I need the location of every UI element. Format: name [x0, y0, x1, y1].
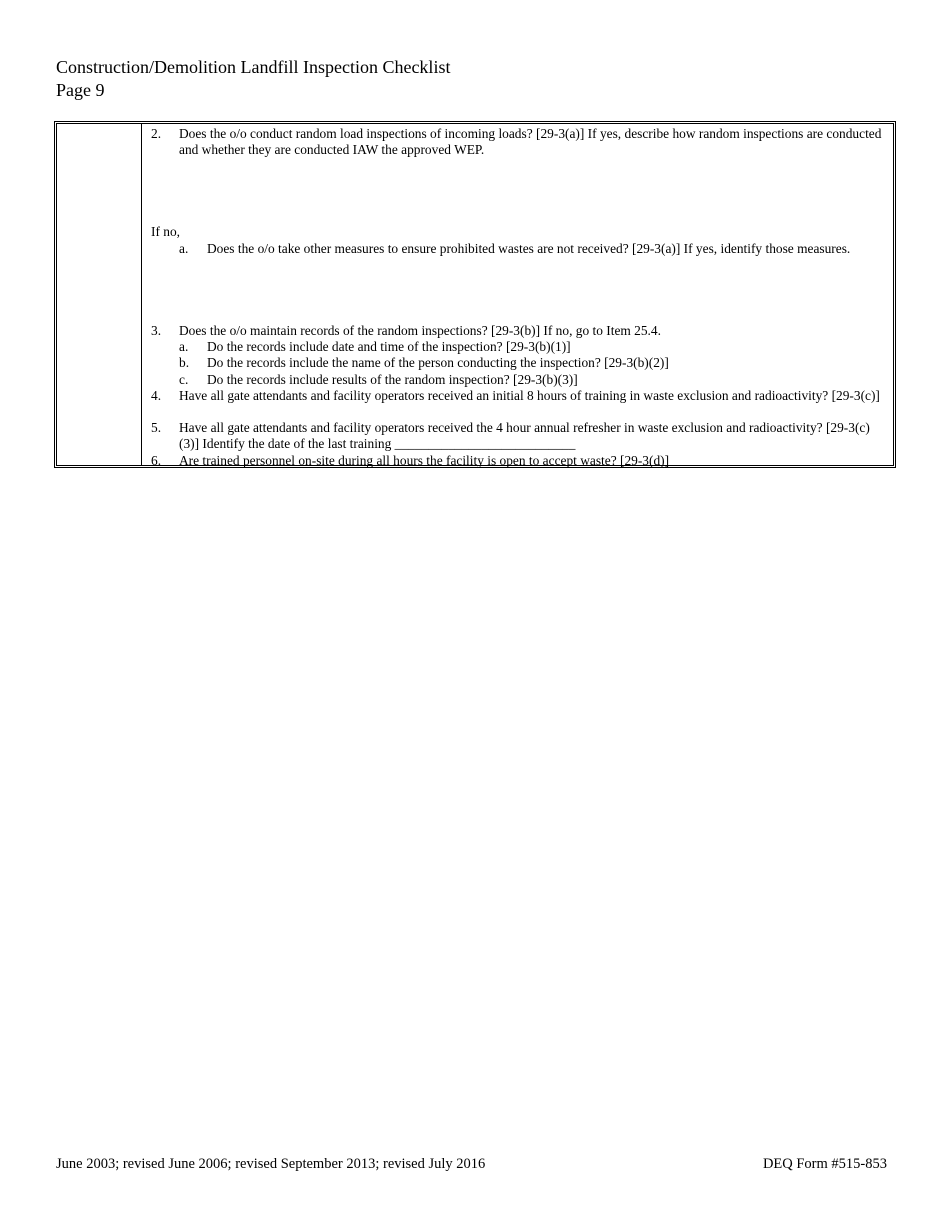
question-3 [151, 323, 885, 339]
question-number: 5. [151, 420, 162, 435]
if-no-label: If no, [151, 224, 181, 239]
question-text: Have all gate attendants and facility operators received the 4 hour annual refresher in waste exclusion and radioactivity? [29-3(c)(3)] Identify the date of the last training ___________________________ [179, 420, 870, 452]
form-number: DEQ Form #515-853 [762, 1156, 887, 1172]
response-column [57, 124, 142, 465]
questions-column [141, 124, 893, 468]
question-text: Does the o/o maintain records of the random inspections? [29-3(b)] If no, go to Item 25.4. [179, 323, 661, 338]
question-6 [151, 453, 885, 469]
question-text: Are trained personnel on-site during all hours the facility is open to accept waste? [29-3(d)] [179, 453, 670, 468]
question-number: 4. [151, 388, 162, 403]
question-number: 2. [151, 126, 162, 141]
question-5 [151, 420, 885, 453]
question-2a [179, 241, 887, 257]
question-number: 6. [151, 453, 162, 468]
question-4 [151, 388, 885, 404]
question-letter: a. [179, 339, 189, 354]
question-3b [179, 355, 887, 371]
question-3c [179, 372, 887, 388]
question-3a [179, 339, 887, 355]
question-text: Do the records include the name of the person conducting the inspection? [29-3(b)(2)] [207, 355, 669, 370]
question-text: Do the records include date and time of the inspection? [29-3(b)(1)] [207, 339, 571, 354]
question-2 [151, 126, 885, 159]
question-letter: a. [179, 241, 189, 256]
checklist-table [54, 121, 896, 468]
question-letter: c. [179, 372, 189, 387]
question-text: Does the o/o conduct random load inspections of incoming loads? [29-3(a)] If yes, describe how random inspections are conducted and whether they are conducted IAW the approved WEP. [179, 126, 882, 158]
page-number: Page 9 [56, 80, 105, 100]
document-title: Construction/Demolition Landfill Inspection Checklist [56, 57, 451, 77]
revision-history: June 2003; revised June 2006; revised September 2013; revised July 2016 [56, 1156, 486, 1172]
question-text: Does the o/o take other measures to ensure prohibited wastes are not received? [29-3(a)] If yes, identify those measures. [207, 241, 851, 256]
question-text: Have all gate attendants and facility operators received an initial 8 hours of training in waste exclusion and radioactivity? [29-3(c)] [179, 388, 880, 403]
question-letter: b. [179, 355, 190, 370]
page-header [56, 56, 450, 102]
question-number: 3. [151, 323, 162, 338]
question-text: Do the records include results of the random inspection? [29-3(b)(3)] [207, 372, 578, 387]
